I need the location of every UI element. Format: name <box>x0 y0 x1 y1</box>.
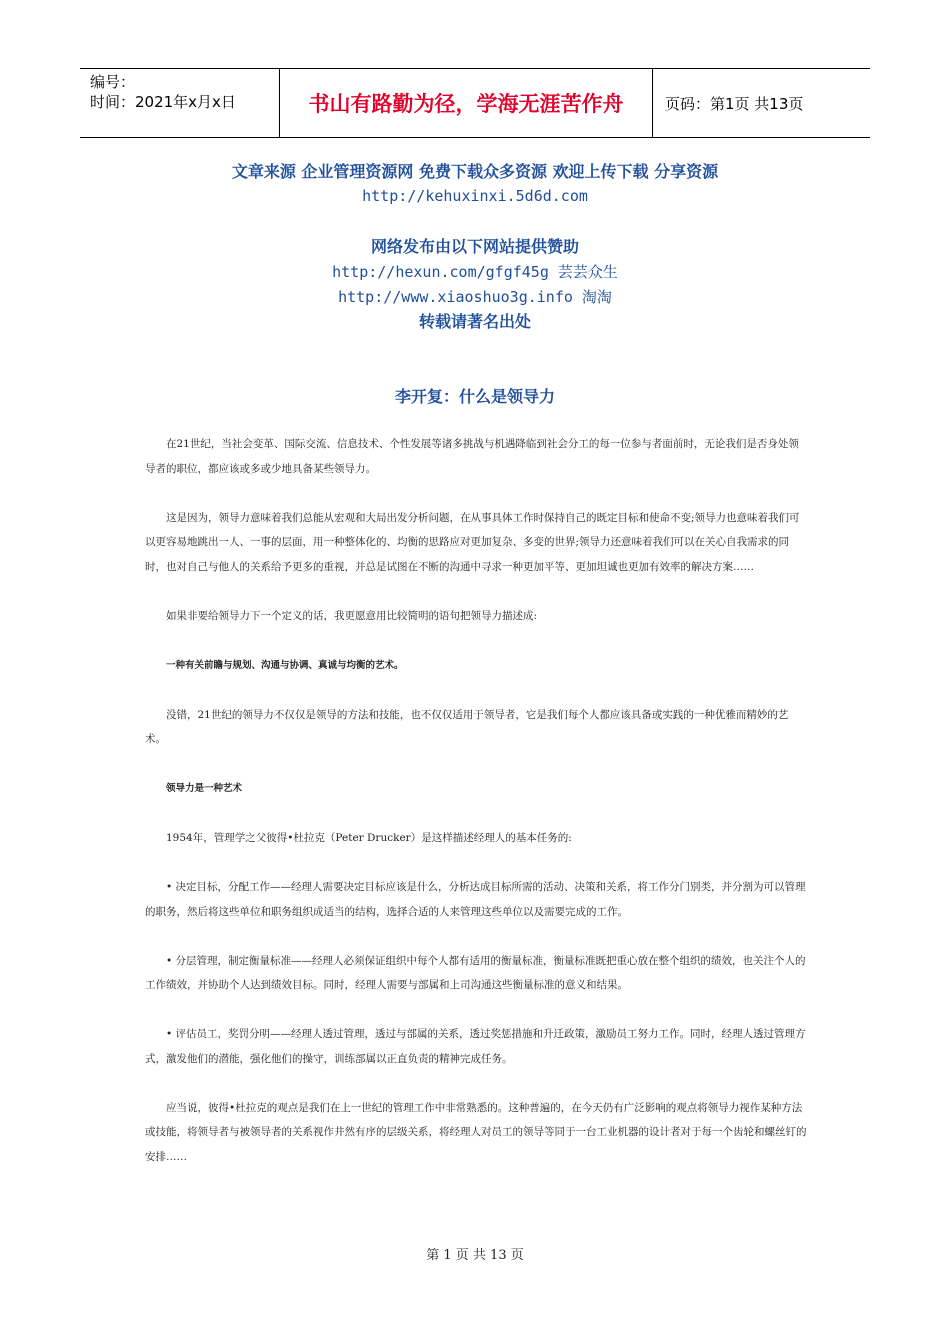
paragraph: 这是因为，领导力意味着我们总能从宏观和大局出发分析问题，在从事具体工作时保持自己的既定目标和使命不变;领导力也意味着我们可以更容易地跳出一人、一事的层面，用一种整体化的、均衡的思路应对更加复杂、多变的世界;领导力还意味着我们可以在关心自我需求的同时，也对自己与他人的关系给予更多的重视，并总是试图在不断的沟通中寻求一种更加平等、更加坦诚也更加有效率的解决方案…… <box>145 511 800 573</box>
source-url[interactable]: http://kehuxinxi.5d6d.com <box>362 187 588 205</box>
sponsor-block <box>0 234 950 334</box>
paragraph: 1954年，管理学之父彼得•杜拉克（Peter Drucker）是这样描述经理人的基本任务的: <box>166 832 572 844</box>
reprint-note: 转载请著名出处 <box>418 312 531 331</box>
bullet-item: • 评估员工，奖罚分明——经理人透过管理，透过与部属的关系，透过奖惩措施和升迁政策，激励员工努力工作。同时，经理人透过管理方式，激发他们的潜能，强化他们的操守，训练部属以正直负责的精神完成任务。 <box>145 1028 806 1065</box>
sponsor-link-2[interactable]: http://www.xiaoshuo3g.info 淘淘 <box>338 288 612 306</box>
header-table <box>80 68 870 138</box>
article-title: 李开复：什么是领导力 <box>394 387 555 406</box>
bullet-item: • 决定目标，分配工作——经理人需要决定目标应该是什么，分析达成目标所需的活动、决策和关系，将工作分门别类，并分割为可以管理的职务，然后将这些单位和职务组织成适当的结构，选择合适的人来管理这些单位以及需要完成的工作。 <box>145 881 806 918</box>
paragraph: 没错，21世纪的领导力不仅仅是领导的方法和技能，也不仅仅适用于领导者，它是我们每个人都应该具备或实践的一种优雅而精妙的艺术。 <box>145 708 789 745</box>
source-block <box>0 159 950 209</box>
section-heading-text: 领导力是一种艺术 <box>166 783 243 794</box>
section-heading <box>145 776 807 802</box>
date-label: 时间：2021年x月x日 <box>90 93 236 111</box>
paragraph: 如果非要给领导力下一个定义的话，我更愿意用比较简明的语句把领导力描述成: <box>166 609 538 622</box>
sponsor-link-1[interactable]: http://hexun.com/gfgf45g 芸芸众生 <box>332 263 618 281</box>
definition-text <box>145 653 807 679</box>
article-body <box>145 432 807 1169</box>
bullet-item: • 分层管理，制定衡量标准——经理人必须保证组织中每个人都有适用的衡量标准，衡量标准既把重心放在整个组织的绩效，也关注个人的工作绩效，并协助个人达到绩效目标。同时，经理人需要与部属和上司沟通这些衡量标准的意义和结果。 <box>145 954 806 991</box>
paragraph: 在21世纪，当社会变革、国际交流、信息技术、个性发展等诸多挑战与机遇降临到社会分工的每一位参与者面前时，无论我们是否身处领导者的职位，都应该或多或少地具备某些领导力。 <box>145 438 799 475</box>
sponsor-heading: 网络发布由以下网站提供赞助 <box>370 237 579 256</box>
header-page-info: 页码：第1页 共13页 <box>665 94 804 113</box>
header-motto: 书山有路勤为径，学海无涯苦作舟 <box>280 69 653 137</box>
sponsor-url-1[interactable] <box>0 259 950 284</box>
sponsor-url-2[interactable] <box>0 284 950 309</box>
footer-page-number: 第 1 页 共 13 页 <box>426 1248 524 1263</box>
source-line: 文章来源 企业管理资源网 免费下载众多资源 欢迎上传下载 分享资源 <box>231 162 719 181</box>
definition-label: 一种有关前瞻与规划、沟通与协调、真诚与均衡的艺术。 <box>166 659 404 671</box>
header-meta <box>80 69 280 137</box>
paragraph: 应当说，彼得•杜拉克的观点是我们在上一世纪的管理工作中非常熟悉的。这种普遍的，在今天仍有广泛影响的观点将领导力视作某种方法或技能，将领导者与被领导者的关系视作井然有序的层级关系，将经理人对员工的领导等同于一台工业机器的设计者对于每一个齿轮和螺丝钉的安排…… <box>145 1101 807 1163</box>
number-label: 编号： <box>90 73 136 91</box>
